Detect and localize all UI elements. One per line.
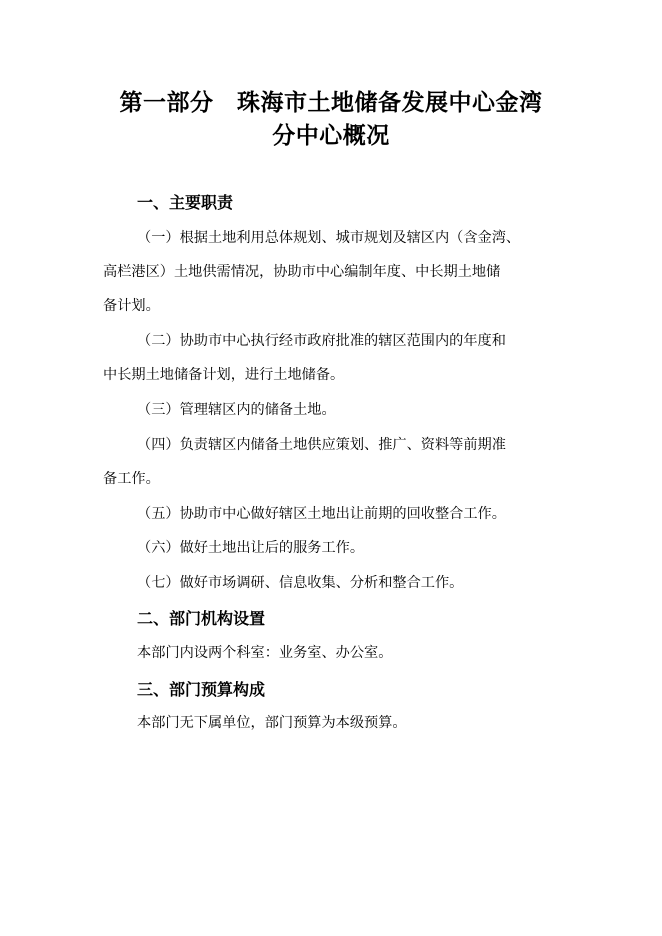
page-title-line-1: 第一部分 珠海市土地储备发展中心金湾: [119, 90, 543, 116]
paragraph-line: （七）做好市场调研、信息收集、分析和整合工作。: [137, 575, 464, 591]
paragraph-line: （五）协助市中心做好辖区土地出让前期的回收整合工作。: [137, 506, 506, 522]
paragraph-line: 备计划。: [103, 298, 160, 314]
paragraph-line: 中长期土地储备计划，进行土地储备。: [103, 367, 345, 383]
section-heading-duties: 一、主要职责: [137, 193, 234, 212]
paragraph-line: （四）负责辖区内储备土地供应策划、推广、资料等前期准: [137, 437, 506, 453]
paragraph-line: （六）做好土地出让后的服务工作。: [137, 540, 365, 556]
section-heading-budget: 三、部门预算构成: [137, 680, 266, 699]
paragraph-line: （一）根据土地利用总体规划、城市规划及辖区内（含金湾、: [137, 230, 521, 246]
paragraph-line: 本部门无下属单位，部门预算为本级预算。: [137, 715, 407, 731]
page-title-line-2: 分中心概况: [272, 123, 390, 149]
paragraph-line: （三）管理辖区内的储备土地。: [137, 402, 336, 418]
paragraph-line: 高栏港区）土地供需情况，协助市中心编制年度、中长期土地储: [103, 264, 501, 280]
section-heading-structure: 二、部门机构设置: [137, 609, 266, 628]
paragraph-line: （二）协助市中心执行经市政府批准的辖区范围内的年度和: [137, 333, 506, 349]
paragraph-line: 本部门内设两个科室：业务室、办公室。: [137, 645, 393, 661]
paragraph-line: 备工作。: [103, 471, 160, 487]
